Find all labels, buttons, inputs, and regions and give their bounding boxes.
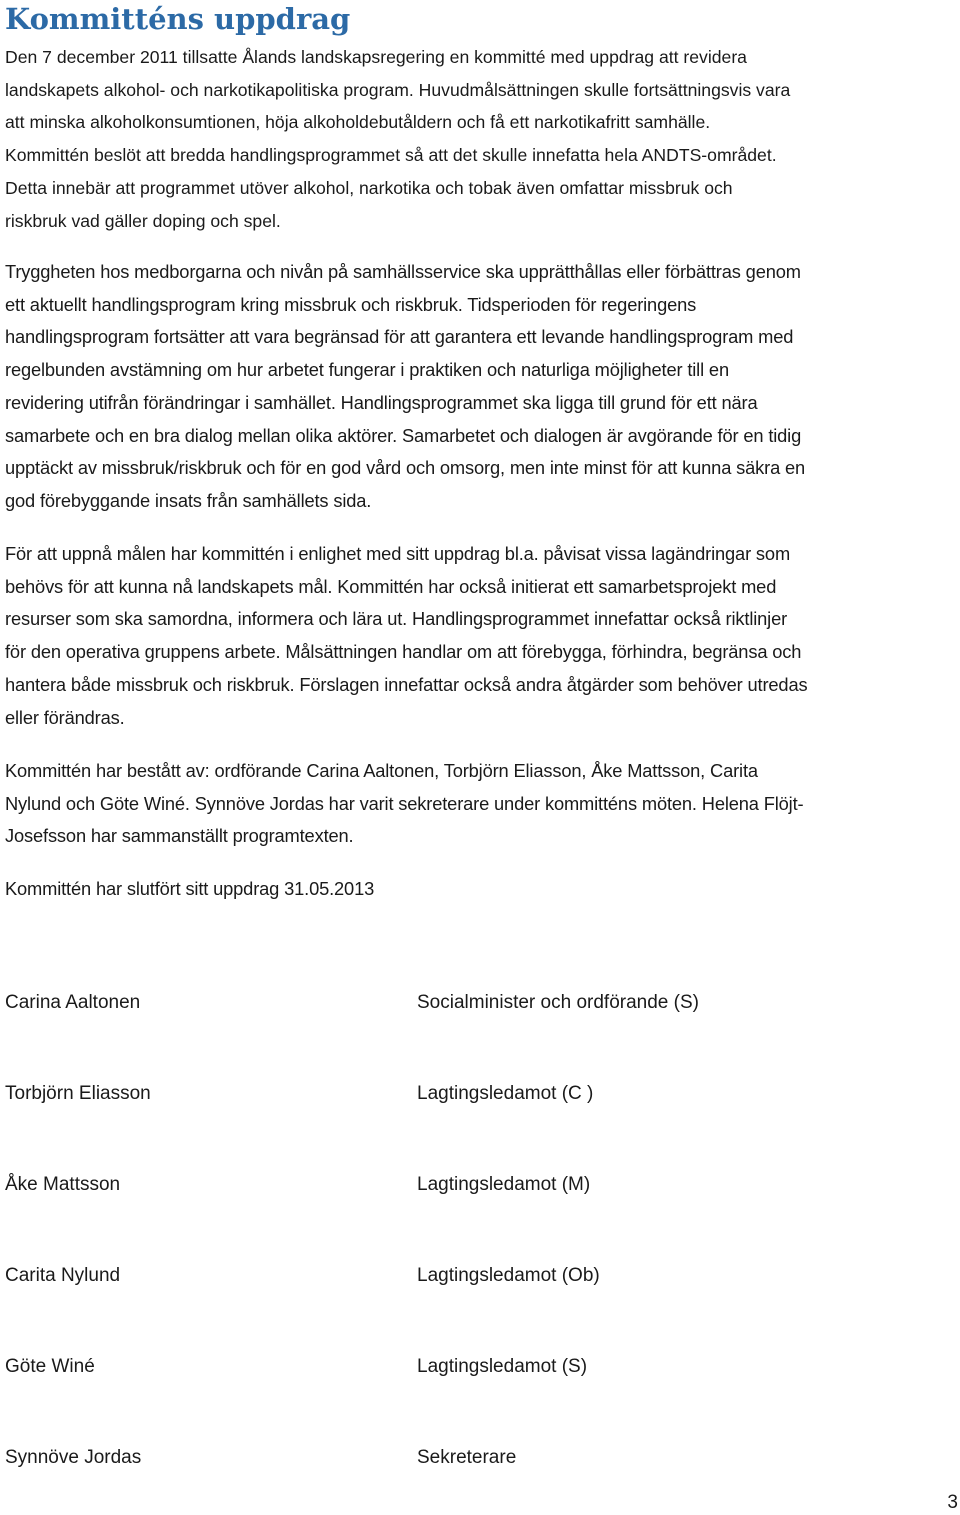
member-row	[0, 988, 960, 1018]
member-row	[0, 1352, 960, 1382]
member-name: Göte Winé	[5, 1356, 95, 1377]
member-name: Carina Aaltonen	[5, 992, 141, 1013]
paragraph-assignment: Den 7 december 2011 tillsatte Ålands landskapsregering en kommitté med uppdrag att revidera landskapets alkohol- och narkotikapolitiska program. Huvudmålsättningen skulle fortsättningsvis vara att minska alkoholkonsumtionen, höja alkoholdebutåldern och få ett narkotikafritt samhälle. Kommittén beslöt att bredda handlingsprogrammet så att det skulle innefatta hela ANDTS-området. Detta innebär att programmet utöver alkohol, narkotika och tobak även omfattar missbruk och riskbruk vad gäller doping och spel.	[5, 47, 791, 231]
member-role: Lagtingsledamot (Ob)	[417, 1265, 600, 1286]
member-role: Lagtingsledamot (S)	[417, 1356, 588, 1377]
paragraph-safety: Tryggheten hos medborgarna och nivån på samhällsservice ska upprätthållas eller förbättras genom ett aktuellt handlingsprogram kring missbruk och riskbruk. Tidsperioden för regeringens handlingsprogram fortsätter att vara begränsad för att garantera ett levande handlingsprogram med regelbunden avstämning om hur arbetet fungerar i praktiken och naturliga möjligheter till en revidering utifrån förändringar i samhället. Handlingsprogrammet ska ligga till grund för ett nära samarbete och en bra dialog mellan olika aktörer. Samarbetet och dialogen är avgörande för en tidig upptäckt av missbruk/riskbruk och för en god vård och omsorg, men inte minst för att kunna säkra en god förebyggande insats från samhällets sida.	[5, 261, 806, 511]
member-role: Socialminister och ordförande (S)	[417, 992, 699, 1013]
member-row	[0, 1443, 960, 1473]
member-row	[0, 1261, 960, 1291]
member-row	[0, 1170, 960, 1200]
member-name: Synnöve Jordas	[5, 1447, 142, 1468]
member-role: Lagtingsledamot (M)	[417, 1174, 591, 1195]
member-role: Lagtingsledamot (C )	[417, 1083, 594, 1104]
member-row	[0, 1079, 960, 1109]
paragraph-committee-members: Kommittén har bestått av: ordförande Carina Aaltonen, Torbjörn Eliasson, Åke Mattsson, Carita Nylund och Göte Winé. Synnöve Jordas har varit sekreterare under kommitténs möten. Helena Flöjt- Josefsson har sammanställt programtexten.	[5, 760, 804, 847]
paragraph-goals: För att uppnå målen har kommittén i enlighet med sitt uppdrag bl.a. påvisat vissa lagändringar som behövs för att kunna nå landskapets mål. Kommittén har också initierat ett samarbetsprojekt med resurser som ska samordna, informera och lära ut. Handlingsprogrammet innefattar också riktlinjer för den operativa gruppens arbete. Målsättningen handlar om att förebygga, förhindra, begränsa och hantera både missbruk och riskbruk. Förslagen innefattar också andra åtgärder som behöver utredas eller förändras.	[5, 543, 808, 728]
page-number: 3	[947, 1492, 958, 1513]
member-name: Torbjörn Eliasson	[5, 1083, 151, 1104]
member-role: Sekreterare	[417, 1447, 517, 1468]
page-title: Kommitténs uppdrag	[5, 2, 351, 36]
paragraph-completion: Kommittén har slutfört sitt uppdrag 31.05.2013	[5, 878, 375, 899]
member-name: Carita Nylund	[5, 1265, 121, 1286]
member-name: Åke Mattsson	[5, 1174, 121, 1195]
